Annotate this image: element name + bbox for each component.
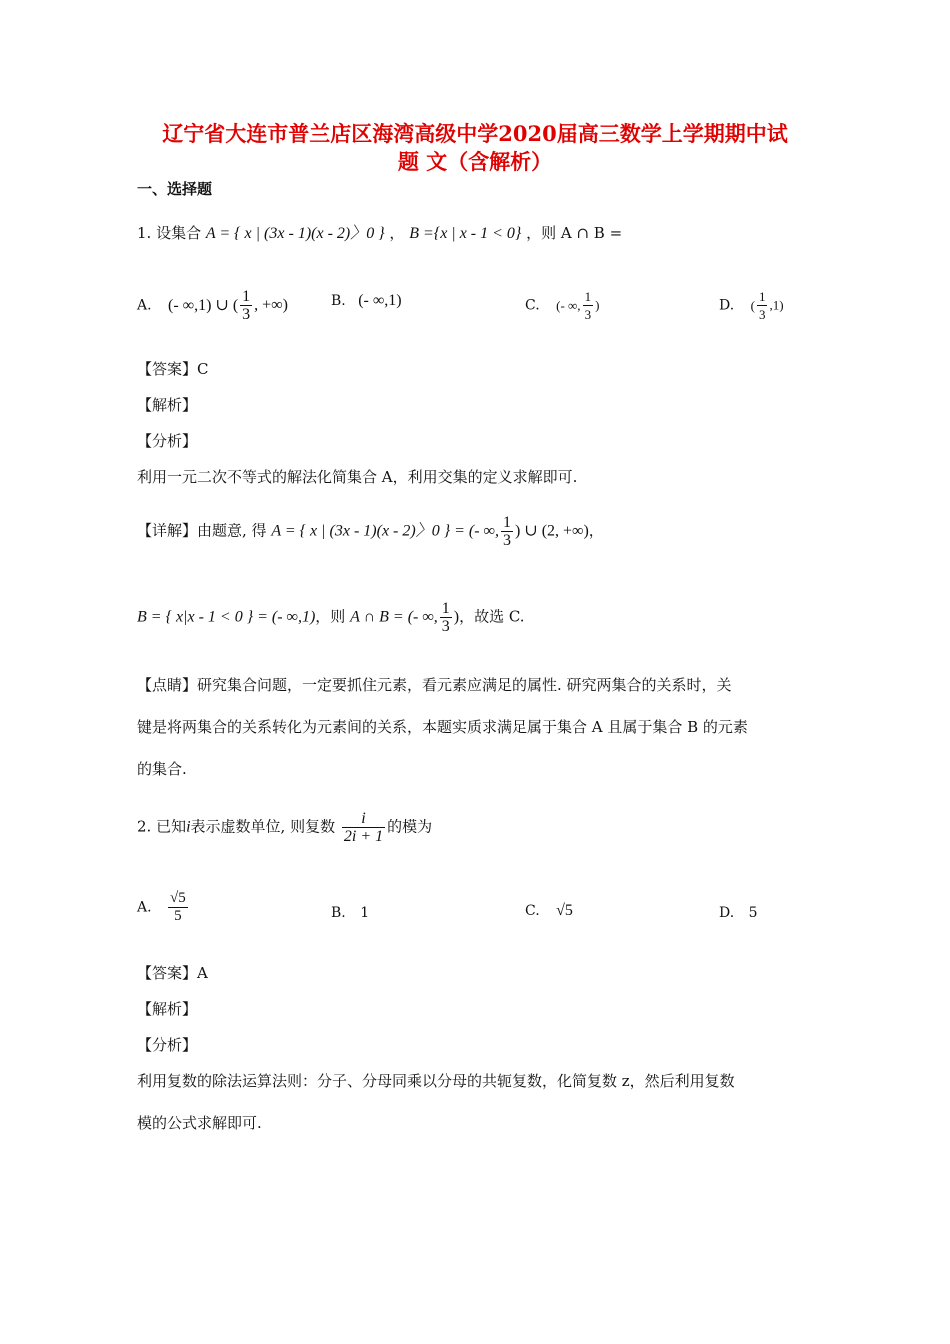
q1-stem [137,222,622,245]
q1-detail-den: 3 [502,532,511,549]
q1-option-d-right: ,1) [769,297,784,313]
q1-option-b-value: (- ∞,1) [358,292,402,309]
q2-jiexi-heading: 【解析】 [137,1000,198,1018]
q1-option-a-den: 3 [242,306,251,323]
q1-option-c-label: C. [525,297,540,314]
q2-option-d-label: D. [719,905,735,921]
q2-option-c [525,900,573,922]
q2-option-c-label: C. [525,903,540,919]
q1-dianjing-line-2: 键是将两集合的关系转化为元素间的关系，本题实质求满足属于集合 A 且属于集合 B 的元素 [137,718,748,736]
q2-frac-num: i [361,810,366,827]
q1-set-b: B ={x | x - 1 < 0} [409,225,522,242]
q2-option-a [137,890,190,925]
q1-detail2-den: 3 [441,618,450,635]
q2-option-c-value: √5 [556,902,573,919]
q2-option-b [331,902,369,924]
q2-option-a-den: 5 [168,907,188,925]
q2-option-a-label: A. [137,899,152,916]
q2-analysis-line-1: 利用复数的除法运算法则：分子、分母同乘以分母的共轭复数，化简复数 z，然后利用复数 [137,1072,735,1090]
q1-jiexi-heading: 【解析】 [137,396,198,414]
doc-title-line-1: 辽宁省大连市普兰店区海湾高级中学2020届高三数学上学期期中试 [162,121,788,146]
q1-option-a-left: (- ∞,1) ∪ ( [168,296,239,314]
q2-option-d [719,902,758,924]
q1-option-b [331,290,402,312]
q1-option-b-label: B. [331,293,346,309]
q1-analysis: 利用一元二次不等式的解法化简集合 A，利用交集的定义求解即可. [137,468,578,486]
q1-dianjing-label: 【点睛】 [137,676,198,694]
q1-option-c-den: 3 [584,307,592,322]
q1-detail2-intersection: A ∩ B = (- ∞, [350,608,438,626]
q1-dianjing-line-3: 的集合. [137,760,187,778]
q1-option-d [719,288,784,323]
q1-option-d-label: D. [719,297,735,314]
q1-fenxi-heading: 【分析】 [137,432,198,450]
q2-option-b-label: B. [331,905,346,921]
q2-answer: 【答案】A [137,964,208,982]
q1-detail-set-a-end: ) ∪ (2, +∞) [514,522,589,540]
q1-detail2-tail: ，故选 C. [459,607,525,626]
q1-option-c-left: (- ∞, [556,297,581,313]
q2-stem-i: i [186,818,191,836]
q1-option-c [525,288,599,323]
q1-detail2-then: ，则 [315,607,346,626]
q1-detail-label: 【详解】 [137,521,198,540]
q1-detail-comma: ， [588,521,604,540]
q2-option-b-value: 1 [360,905,370,921]
q1-detail-text: 由题意, 得 [197,521,267,540]
q1-detail2-set-b: B = { x|x - 1 < 0 } = (- ∞,1) [137,608,316,626]
q2-stem-mid: 表示虚数单位, 则复数 [190,817,336,836]
q1-answer: 【答案】C [137,360,209,378]
q1-option-a-label: A. [137,297,152,314]
q1-stem-prefix: 1. 设集合 [137,224,202,242]
q1-option-a-num: 1 [242,288,251,305]
q1-dianjing-text-1: 研究集合问题，一定要抓住元素，看元素应满足的属性. 研究两集合的关系时，关 [197,676,732,694]
q2-frac-den: 2i + 1 [343,828,384,845]
q1-detail2-close: ) [453,608,460,626]
q1-option-c-num: 1 [584,289,592,304]
q1-detail2-num: 1 [441,600,450,617]
q2-option-d-value: 5 [748,905,758,921]
doc-title-line-2: 题 文（含解析） [397,149,553,174]
q1-option-d-den: 3 [758,307,766,322]
q1-comma: ， [389,224,405,242]
q1-option-d-num: 1 [758,289,766,304]
section-heading: 一、选择题 [137,180,213,198]
q2-stem-prefix: 2. 已知 [137,817,187,836]
q2-stem [137,810,432,845]
q1-option-c-right: ) [595,297,600,313]
q1-stem-suffix: ，则 A ∩ B = [526,224,623,242]
q1-dianjing-line-1 [137,674,732,696]
q1-option-d-left: ( [750,297,755,313]
q2-stem-suffix: 的模为 [387,817,433,836]
q1-detail-line-1 [137,514,604,549]
q2-fenxi-heading: 【分析】 [137,1036,198,1054]
q1-set-a: A = { x | (3x - 1)(x - 2)〉0 } [205,225,385,242]
q1-option-a [137,288,288,323]
q1-detail-set-a: A = { x | (3x - 1)(x - 2)〉0 } = (- ∞, [271,522,499,540]
q1-detail-num: 1 [502,514,511,531]
q2-option-a-num: √5 [170,890,186,906]
q2-analysis-line-2: 模的公式求解即可. [137,1114,262,1132]
q1-detail-line-2 [137,600,525,635]
q1-option-a-right: , +∞) [254,296,288,314]
